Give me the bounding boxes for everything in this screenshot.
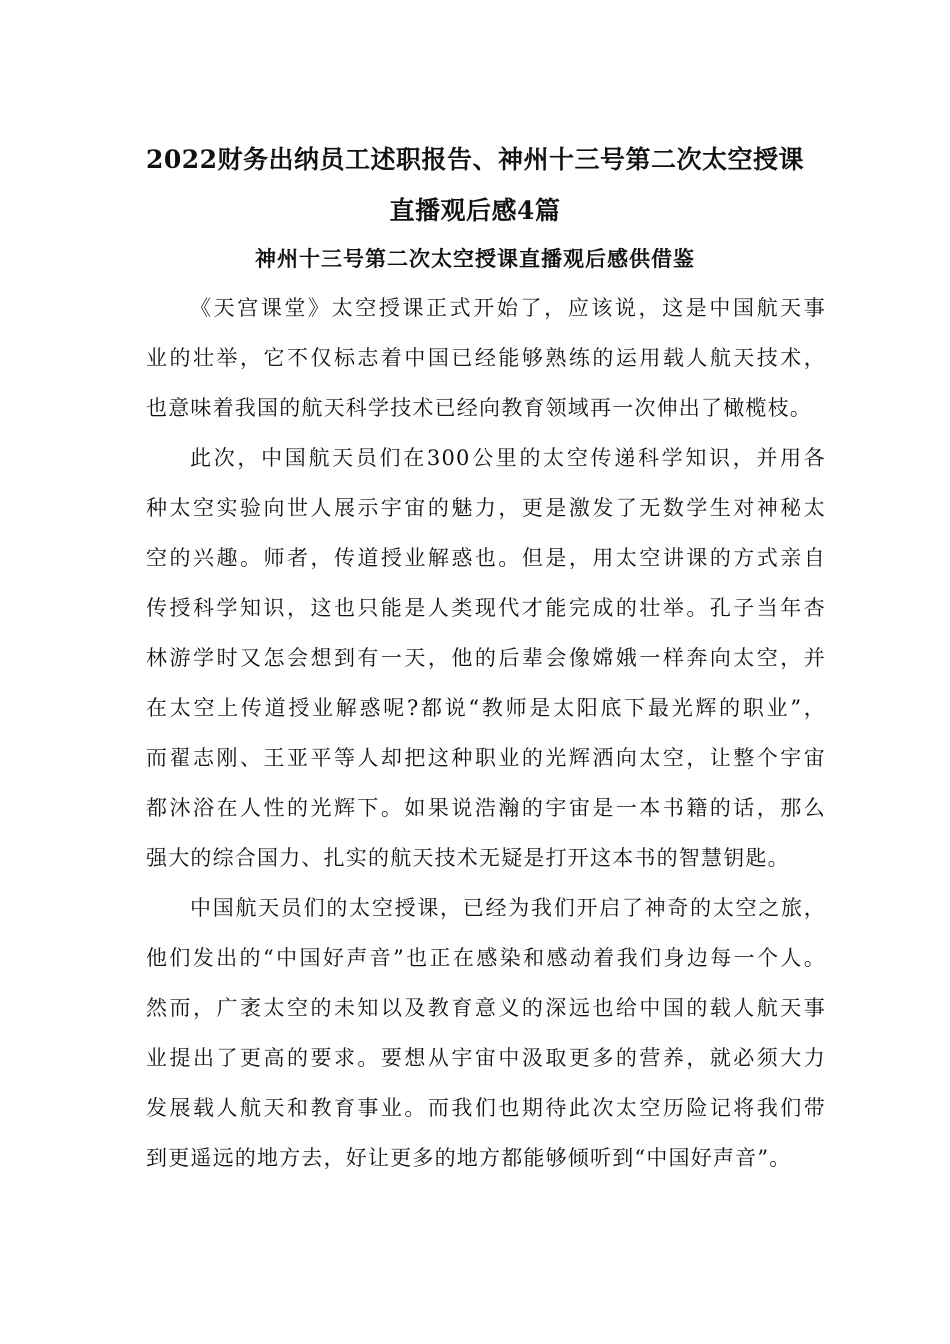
document-title-line-1: 2022财务出纳员工述职报告、神州十三号第二次太空授课 xyxy=(145,145,805,174)
paragraph-line: 种太空实验向世人展示宇宙的魅力，更是激发了无数学生对神秘太 xyxy=(146,496,826,520)
paragraph-line: 传授科学知识，这也只能是人类现代才能完成的壮举。孔子当年杏 xyxy=(146,596,826,620)
paragraph-line: 到更遥远的地方去，好让更多的地方都能够倾听到“中国好声音”。 xyxy=(146,1146,792,1170)
paragraph-line: 发展载人航天和教育事业。而我们也期待此次太空历险记将我们带 xyxy=(146,1096,826,1120)
paragraph-line: 都沐浴在人性的光辉下。如果说浩瀚的宇宙是一本书籍的话，那么 xyxy=(146,796,826,820)
paragraph-line: 而翟志刚、王亚平等人却把这种职业的光辉洒向太空，让整个宇宙 xyxy=(146,746,826,770)
paragraph-line: 然而，广袤太空的未知以及教育意义的深远也给中国的载人航天事 xyxy=(146,996,826,1020)
paragraph-line: 强大的综合国力、扎实的航天技术无疑是打开这本书的智慧钥匙。 xyxy=(146,846,790,870)
paragraph-line: 业的壮举，它不仅标志着中国已经能够熟练的运用载人航天技术， xyxy=(146,346,826,370)
paragraph-line: 林游学时又怎会想到有一天，他的后辈会像嫦娥一样奔向太空，并 xyxy=(146,646,826,670)
paragraph-line: 中国航天员们的太空授课，已经为我们开启了神奇的太空之旅， xyxy=(190,896,826,920)
document-title-line-2: 直播观后感4篇 xyxy=(389,196,561,225)
paragraph-line: 业提出了更高的要求。要想从宇宙中汲取更多的营养，就必须大力 xyxy=(146,1046,826,1070)
paragraph-line: 《天宫课堂》太空授课正式开始了，应该说，这是中国航天事 xyxy=(190,296,826,320)
paragraph-line: 空的兴趣。师者，传道授业解惑也。但是，用太空讲课的方式亲自 xyxy=(146,546,826,570)
paragraph-line: 也意味着我国的航天科学技术已经向教育领域再一次伸出了橄榄枝。 xyxy=(146,396,812,420)
paragraph-line: 此次，中国航天员们在300公里的太空传递科学知识，并用各 xyxy=(190,446,826,470)
paragraph-line: 在太空上传道授业解惑呢?都说“教师是太阳底下最光辉的职业”， xyxy=(146,696,826,720)
section-subtitle: 神州十三号第二次太空授课直播观后感供借鉴 xyxy=(255,246,695,271)
paragraph-line: 他们发出的“中国好声音”也正在感染和感动着我们身边每一个人。 xyxy=(146,946,826,970)
